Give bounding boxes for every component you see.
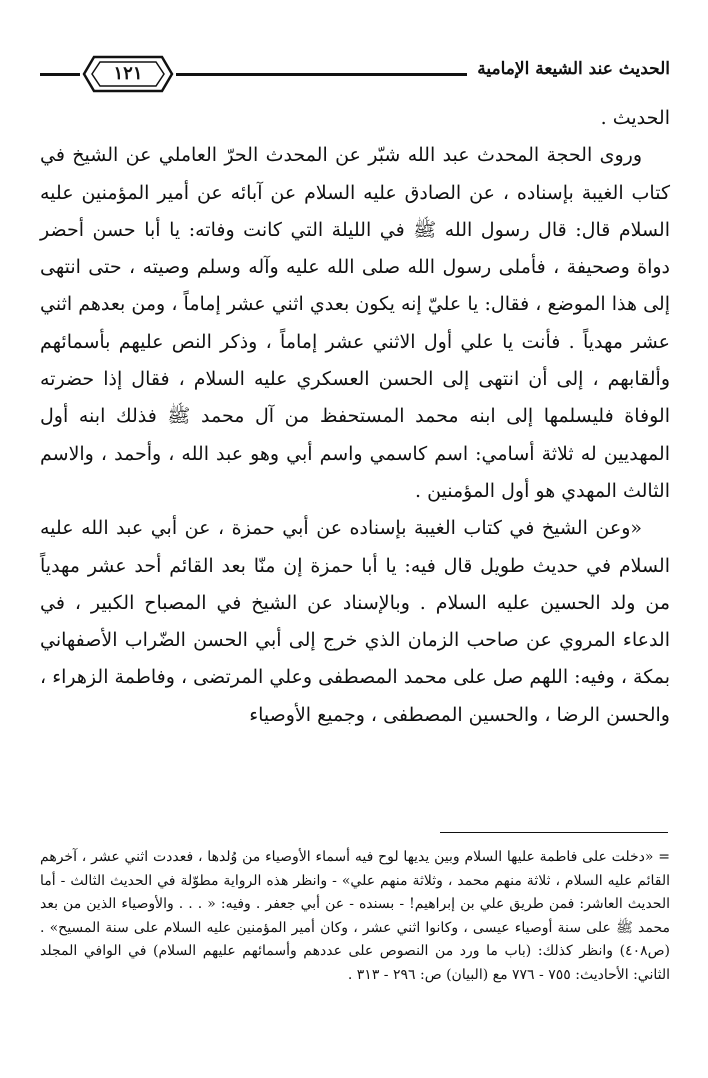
paragraph-1: الحديث . [600,107,670,129]
footnotes [40,846,670,987]
main-text [40,100,670,734]
paragraph-3: «وعن الشيخ في كتاب الغيبة بإسناده عن أبي حمزة ، عن أبي عبد الله عليه السلام في حديث طويل قال فيه: يا أبا حمزة إن منّا بعد القائم أحد عشر مهدياً من ولد الحسين عليه السلام . وبالإسناد عن الشيخ في المصباح الكبير ، في الدعاء المروي عن صاحب الزمان الذي خرج إلى أبي الحسن الضّراب الأصفهاني بمكة ، وفيه: اللهم صل على محمد المصطفى وعلي المرتضى ، وفاطمة الزهراء ، والحسن الرضا ، والحسين المصطفى ، وجميع الأوصياء [40,517,670,726]
footnote-rule [440,832,668,833]
footnote-1: = «دخلت على فاطمة عليها السلام وبين يديها لوح فيه أسماء الأوصياء من وُلدها ، فعددت اثني عشر ، آخرهم القائم عليه السلام ، ثلاثة منهم محمد ، وثلاثة منهم علي» - وانظر هذه الرواية مطوّلة في الحديث الثالث - أما الحديث العاشر: فمن طريق علي بن إبراهيم! - بسنده - عن أبي جعفر . وفيه: « . . . والأوصياء الذين من بعد محمد ﷺ على سنة أوصياء عيسى ، وكانوا اثني عشر ، وكان أمير المؤمنين عليه السلام على سنة المسيح» . (ص٤٠٨) وانظر كذلك: (باب ما ورد من النصوص على عددهم وأسمائهم عليهم السلام) في الوافي المجلد الثاني: الأحاديث: ٧٥٥ - ٧٧٦ مع (البيان) ص: ٢٩٦ - ٣١٣ . [40,849,670,983]
page-number: ١٢١ [113,63,143,84]
page-header [40,52,670,98]
paragraph-2: وروى الحجة المحدث عبد الله شبّر عن المحدث الحرّ العاملي عن الشيخ في كتاب الغيبة بإسناده ، عن الصادق عليه السلام عن آبائه عن أمير المؤمنين عليه السلام قال: قال رسول الله ﷺ في الليلة التي كانت وفاته: يا أبا حسن أحضر دواة وصحيفة ، فأملى رسول الله صلى الله عليه وآله وسلم وصيته ، حتى انتهى إلى هذا الموضع ، فقال: يا عليّ إنه يكون بعدي اثني عشر إماماً ، ومن بعدهم اثني عشر مهدياً . فأنت يا علي أول الاثني عشر إماماً ، وذكر النص عليهم بأسمائهم وألقابهم ، إلى أن انتهى إلى الحسن العسكري عليه السلام ، فقال إذا حضرته الوفاة فليسلمها إلى ابنه محمد المستحفظ من آل محمد ﷺ فذلك ابنه أول المهديين له ثلاثة أسامي: اسم كاسمي واسم أبي وهو عبد الله ، وأحمد ، والاسم الثالث المهدي هو أول المؤمنين . [40,144,670,502]
running-title: الحديث عند الشيعة الإمامية [467,59,670,79]
page-number-ornament [80,54,176,94]
